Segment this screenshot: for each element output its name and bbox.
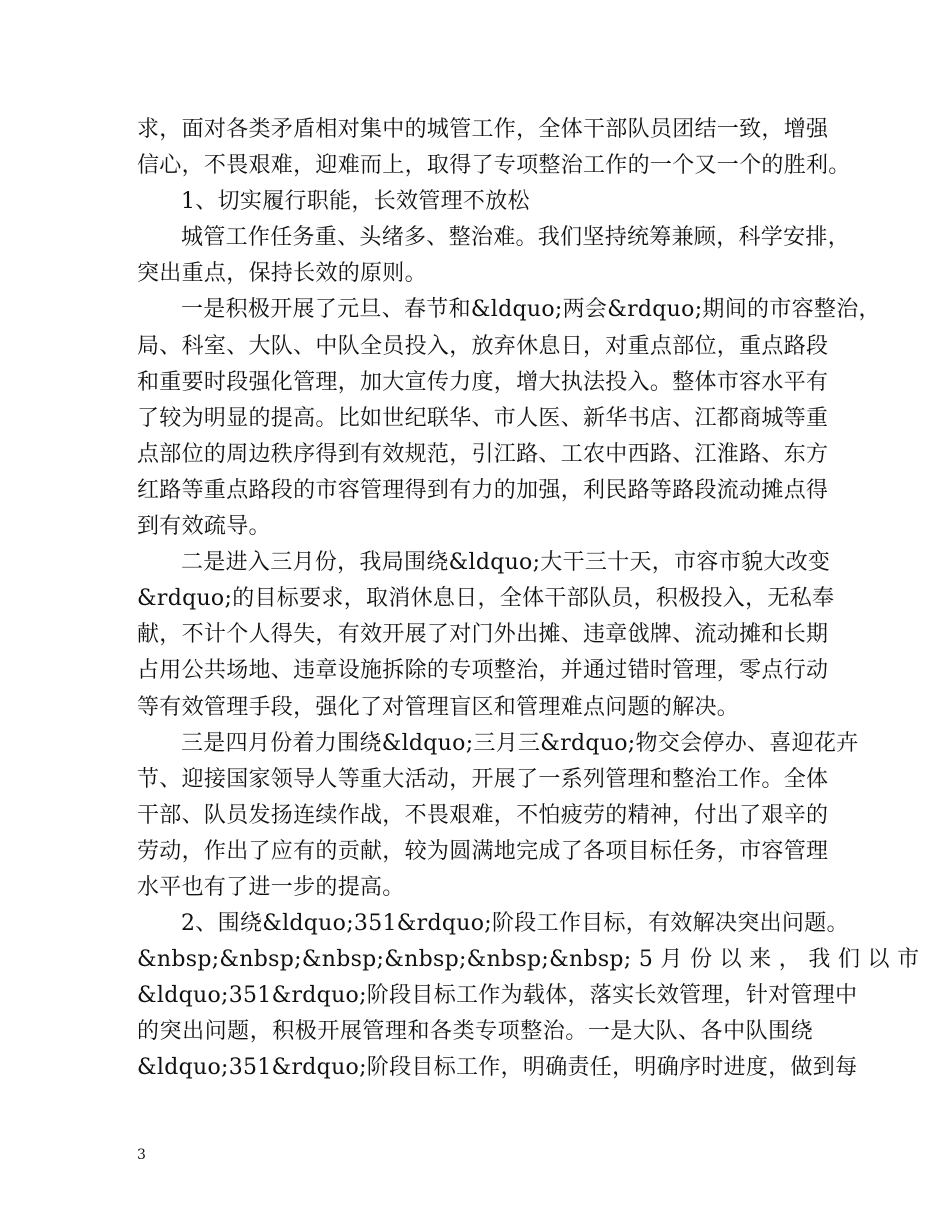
- text-line: 点部位的周边秩序得到有效规范，引江路、工农中西路、江淮路、东方: [137, 441, 829, 467]
- text-line: 占用公共场地、违章设施拆除的专项整治，并通过错时管理，零点行动: [137, 658, 829, 684]
- text-line: 水平也有了进一步的提高。: [137, 874, 405, 900]
- text-line: 干部、队员发扬连续作战，不畏艰难，不怕疲劳的精神，付出了艰辛的: [137, 802, 829, 828]
- text-line: &nbsp;&nbsp;&nbsp;&nbsp;&nbsp;&nbsp; 5 月 份 以 来 ， 我 们 以 市: [137, 947, 920, 973]
- body-text: [137, 112, 920, 1087]
- text-line: 的突出问题，积极开展管理和各类专项整治。一是大队、各中队围绕: [137, 1019, 813, 1045]
- text-line: &rdquo;的目标要求，取消休息日，全体干部队员，积极投入，无私奉: [137, 586, 835, 612]
- text-line: 三是四月份着力围绕&ldquo;三月三&rdquo;物交会停办、喜迎花卉: [181, 730, 859, 756]
- text-line: 节、迎接国家领导人等重大活动，开展了一系列管理和整治工作。全体: [137, 766, 829, 792]
- text-line: 一是积极开展了元旦、春节和&ldquo;两会&rdquo;期间的市容整治，: [181, 297, 881, 323]
- text-line: 了较为明显的提高。比如世纪联华、市人医、新华书店、江都商城等重: [137, 405, 829, 431]
- text-line: 二是进入三月份，我局围绕&ldquo;大干三十天，市容市貌大改变: [181, 550, 831, 576]
- text-line: 献，不计个人得失，有效开展了对门外出摊、违章戗牌、流动摊和长期: [137, 622, 829, 648]
- section-heading: 2、围绕&ldquo;351&rdquo;阶段工作目标，有效解决突出问题。: [181, 911, 849, 937]
- text-line: 局、科室、大队、中队全员投入，放弃休息日，对重点部位，重点路段: [137, 333, 829, 359]
- text-line: 和重要时段强化管理，加大宣传力度，增大执法投入。整体市容水平有: [137, 369, 829, 395]
- section-heading: 1、切实履行职能，长效管理不放松: [181, 189, 530, 215]
- text-line: 突出重点，保持长效的原则。: [137, 261, 427, 287]
- text-line: 城管工作任务重、头绪多、整治难。我们坚持统筹兼顾，科学安排，: [181, 225, 851, 251]
- text-line: 红路等重点路段的市容管理得到有力的加强，利民路等路段流动摊点得: [137, 477, 829, 503]
- text-line: 求，面对各类矛盾相对集中的城管工作，全体干部队员团结一致，增强: [137, 117, 829, 142]
- page-number: 3: [137, 1147, 146, 1163]
- text-line: 到有效疏导。: [137, 514, 271, 540]
- text-line: 劳动，作出了应有的贡献，较为圆满地完成了各项目标任务，市容管理: [137, 838, 829, 864]
- text-line: 等有效管理手段，强化了对管理盲区和管理难点问题的解决。: [137, 694, 740, 720]
- text-line: &ldquo;351&rdquo;阶段目标工作为载体，落实长效管理，针对管理中: [137, 983, 858, 1009]
- text-line: 信心，不畏艰难，迎难而上，取得了专项整治工作的一个又一个的胜利。: [137, 153, 851, 179]
- text-line: &ldquo;351&rdquo;阶段目标工作，明确责任，明确序时进度，做到每: [137, 1055, 858, 1081]
